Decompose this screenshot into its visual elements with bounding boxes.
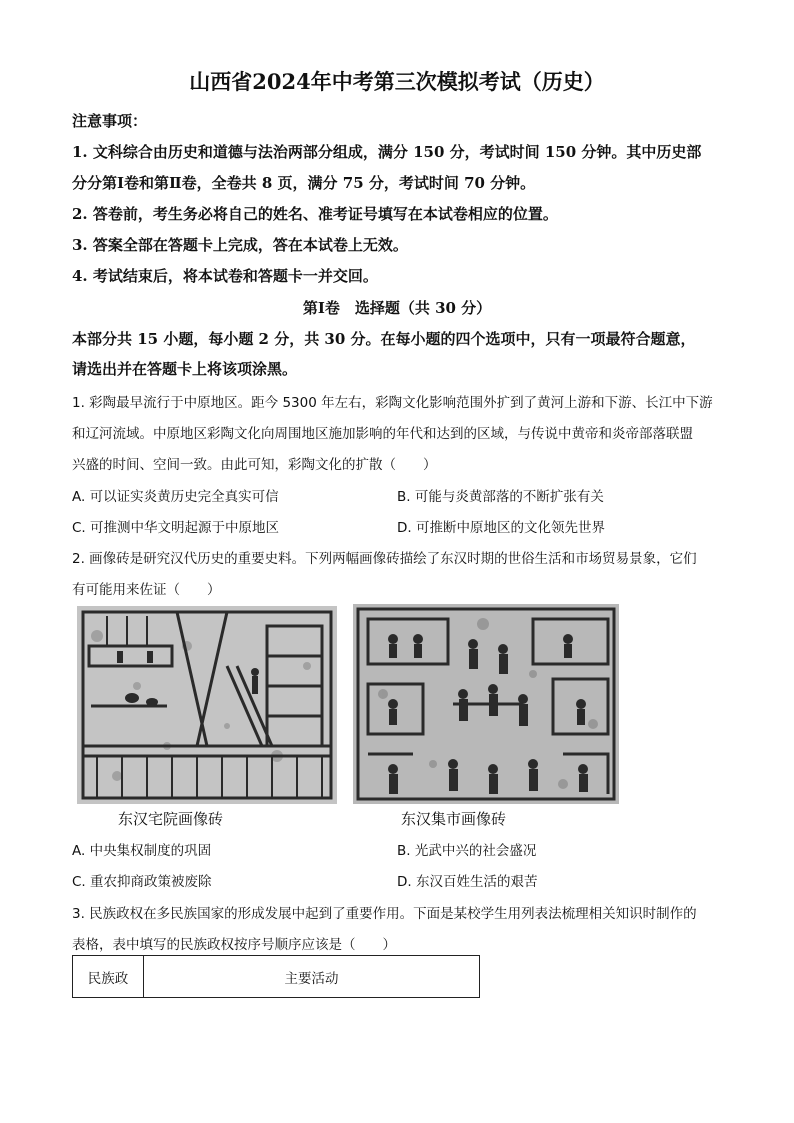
notice-heading: 注意事项： [72,112,148,130]
section-heading: 第Ⅰ卷 选择题（共 30 分） [302,299,492,317]
courtyard-brick-caption: 东汉宅院画像砖 [118,810,224,828]
market-brick-caption: 东汉集市画像砖 [401,810,507,828]
table-row [73,956,480,998]
q3-stem-line-1: 3. 民族政权在多民族国家的形成发展中起到了重要作用。下面是某校学生用列表法梳理相关知识时制作的 [72,906,697,922]
page-title: 山西省2024年中考第三次模拟考试（历史） [189,69,605,94]
q1-stem-line-1: 1. 彩陶最早流行于中原地区。距今 5300 年左右，彩陶文化影响范围外扩到了黄河上游和下游、长江中下游 [72,395,713,411]
market-brick-rubbing-image [353,604,619,804]
notice-item-1-line-2: 分分第Ⅰ卷和第Ⅱ卷，全卷共 8 页，满分 75 分，考试时间 70 分钟。 [72,174,536,192]
table-header-regime: 民族政 [73,956,144,998]
q3-table [72,955,480,998]
q2-stem-line-2: 有可能用来佐证（ ） [72,582,221,598]
section-intro-line-2: 请选出并在答题卡上将该项涂黑。 [72,360,298,378]
q1-stem-line-3: 兴盛的时间、空间一致。由此可知，彩陶文化的扩散（ ） [72,457,437,473]
q2-stem-line-1: 2. 画像砖是研究汉代历史的重要史料。下列两幅画像砖描绘了东汉时期的世俗生活和市场贸易景象，它们 [72,551,697,567]
section-intro-line-1: 本部分共 15 小题，每小题 2 分，共 30 分。在每小题的四个选项中，只有一项最符合题意， [72,330,696,348]
notice-item-3: 3. 答案全部在答题卡上完成，答在本试卷上无效。 [72,236,408,254]
q1-option-a[interactable]: A. 可以证实炎黄历史完全真实可信 [72,489,279,505]
q2-option-a[interactable]: A. 中央集权制度的巩固 [72,843,212,859]
courtyard-brick-rubbing-image [77,606,337,804]
q2-option-b[interactable]: B. 光武中兴的社会盛况 [397,843,537,859]
q3-stem-line-2: 表格，表中填写的民族政权按序号顺序应该是（ ） [72,937,396,953]
q1-stem-line-2: 和辽河流域。中原地区彩陶文化向周围地区施加影响的年代和达到的区域，与传说中黄帝和炎帝部落联盟 [72,426,693,442]
q1-option-c[interactable]: C. 可推测中华文明起源于中原地区 [72,520,280,536]
q1-option-d[interactable]: D. 可推断中原地区的文化领先世界 [397,520,605,536]
table-header-activities: 主要活动 [144,956,480,998]
notice-item-1-line-1: 1. 文科综合由历史和道德与法治两部分组成，满分 150 分，考试时间 150 分钟。其中历史部 [72,143,702,161]
notice-item-2: 2. 答卷前，考生务必将自己的姓名、准考证号填写在本试卷相应的位置。 [72,205,558,223]
q2-option-c[interactable]: C. 重农抑商政策被废除 [72,874,212,890]
notice-item-4: 4. 考试结束后，将本试卷和答题卡一并交回。 [72,267,378,285]
q2-option-d[interactable]: D. 东汉百姓生活的艰苦 [397,874,538,890]
q1-option-b[interactable]: B. 可能与炎黄部落的不断扩张有关 [397,489,604,505]
